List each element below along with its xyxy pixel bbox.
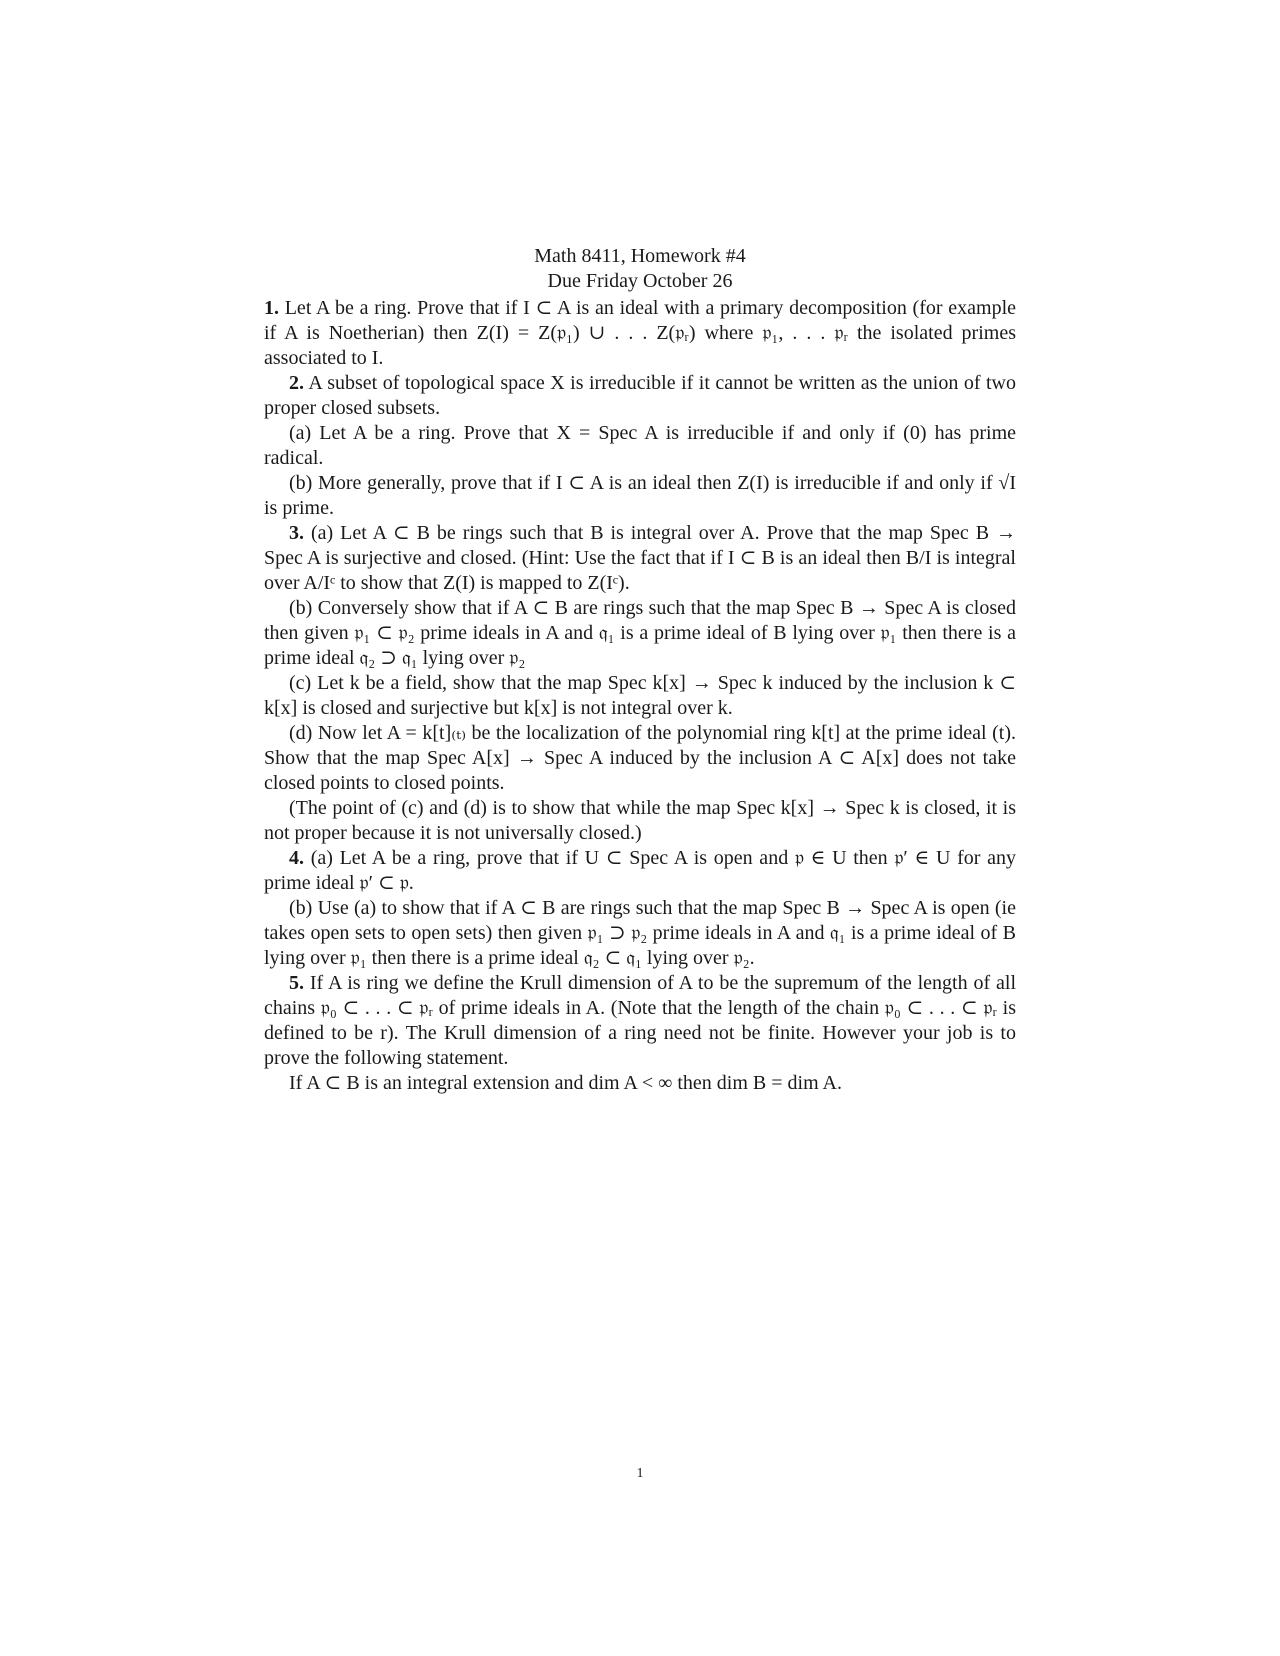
problem-1 xyxy=(264,296,1016,371)
problem-text: (a) Let A ⊂ B be rings such that B is integral over A. Prove that the map Spec B → Spec A is surjective and closed. (Hint: Use the fact that if I ⊂ B is an ideal then B/I is integral over A/Iᶜ to show that Z(I) is mapped to Z(Iᶜ). xyxy=(264,522,1016,594)
problem-text: (a) Let A be a ring. Prove that X = Spec A is irreducible if and only if (0) has prime radical. xyxy=(264,422,1016,469)
problem-number: 5. xyxy=(289,972,304,994)
document-page xyxy=(264,244,1016,1096)
problem-number: 1. xyxy=(264,297,279,319)
problem-text: (d) Now let A = k[t]₍ₜ₎ be the localization of the polynomial ring k[t] at the prime ideal (t). Show that the map Spec A[x] → Spec A induced by the inclusion A ⊂ A[x] does not take closed points to closed points. xyxy=(264,722,1016,794)
problem-text: (b) Use (a) to show that if A ⊂ B are rings such that the map Spec B → Spec A is open (ie takes open sets to open sets) then given 𝔭₁ ⊃ 𝔭₂ prime ideals in A and 𝔮₁ is a prime ideal of B lying over 𝔭₁ then there is a prime ideal 𝔮₂ ⊂ 𝔮₁ lying over 𝔭₂. xyxy=(264,897,1016,969)
problem-text: (b) Conversely show that if A ⊂ B are rings such that the map Spec B → Spec A is closed then given 𝔭₁ ⊂ 𝔭₂ prime ideals in A and 𝔮₁ is a prime ideal of B lying over 𝔭₁ then there is a prime ideal 𝔮₂ ⊃ 𝔮₁ lying over 𝔭₂ xyxy=(264,597,1016,669)
problem-text: A subset of topological space X is irreducible if it cannot be written as the union of two proper closed subsets. xyxy=(264,372,1016,419)
problem-number: 4. xyxy=(289,847,304,869)
problem-3d xyxy=(264,721,1016,796)
due-date: Due Friday October 26 xyxy=(547,270,733,292)
problem-2b xyxy=(264,471,1016,521)
problem-text: Let A be a ring. Prove that if I ⊂ A is an ideal with a primary decomposition (for example if A is Noetherian) then Z(I) = Z(𝔭₁) ∪ . . . Z(𝔭ᵣ) where 𝔭₁, . . . 𝔭ᵣ the isolated primes associated to I. xyxy=(264,297,1016,369)
document-title: Math 8411, Homework #4 xyxy=(534,245,746,267)
problem-text: If A is ring we define the Krull dimension of A to be the supremum of the length of all chains 𝔭₀ ⊂ . . . ⊂ 𝔭ᵣ of prime ideals in A. (Note that the length of the chain 𝔭₀ ⊂ . . . ⊂ 𝔭ᵣ is defined to be r). The Krull dimension of a ring need not be finite. However your job is to prove the following statement. xyxy=(264,972,1016,1069)
problem-text: (a) Let A be a ring, prove that if U ⊂ Spec A is open and 𝔭 ∈ U then 𝔭′ ∈ U for any prime ideal 𝔭′ ⊂ 𝔭. xyxy=(264,847,1016,894)
problem-5-statement xyxy=(264,1071,1016,1096)
problem-text: If A ⊂ B is an integral extension and dim A < ∞ then dim B = dim A. xyxy=(289,1072,842,1094)
problem-3 xyxy=(264,521,1016,596)
page-number: 1 xyxy=(636,1466,644,1481)
problem-4b xyxy=(264,896,1016,971)
problem-number: 2. xyxy=(289,372,304,394)
problem-2 xyxy=(264,371,1016,421)
problem-text: (c) Let k be a field, show that the map Spec k[x] → Spec k induced by the inclusion k ⊂ k[x] is closed and surjective but k[x] is not integral over k. xyxy=(264,672,1016,719)
problem-2a xyxy=(264,421,1016,471)
problem-number: 3. xyxy=(289,522,304,544)
problem-5 xyxy=(264,971,1016,1071)
title-block xyxy=(264,244,1016,294)
problem-3-remark xyxy=(264,796,1016,846)
problem-4 xyxy=(264,846,1016,896)
problem-3c xyxy=(264,671,1016,721)
problem-text: (The point of (c) and (d) is to show that while the map Spec k[x] → Spec k is closed, it is not proper because it is not universally closed.) xyxy=(264,797,1016,844)
problem-3b xyxy=(264,596,1016,671)
problem-text: (b) More generally, prove that if I ⊂ A is an ideal then Z(I) is irreducible if and only if √I is prime. xyxy=(264,472,1016,519)
